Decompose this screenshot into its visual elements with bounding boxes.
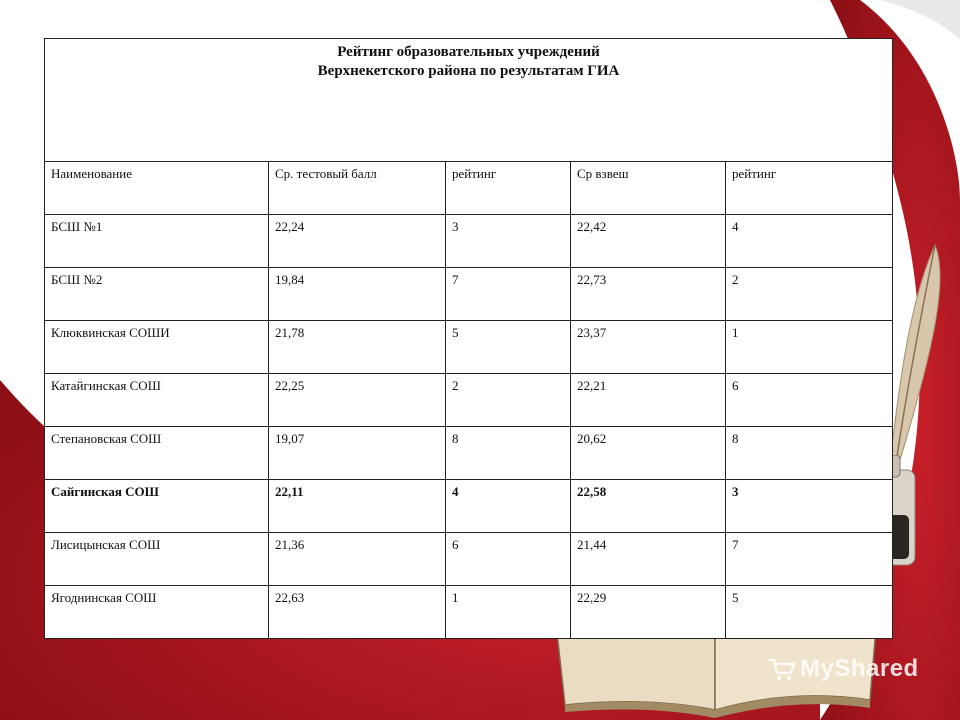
cell-weighted-avg: 22,42 [571, 215, 726, 268]
table-row [45, 374, 893, 427]
cell-rating-weighted: 3 [726, 480, 893, 533]
cell-rating: 3 [446, 215, 571, 268]
cell-name: Ягоднинская СОШ [45, 586, 269, 639]
cell-rating-weighted: 6 [726, 374, 893, 427]
cell-rating-weighted: 1 [726, 321, 893, 374]
cell-avg-score: 22,24 [269, 215, 446, 268]
header-rating: рейтинг [446, 162, 571, 215]
cell-rating: 2 [446, 374, 571, 427]
table-row-highlighted [45, 480, 893, 533]
cell-rating: 4 [446, 480, 571, 533]
header-rating-weighted: рейтинг [726, 162, 893, 215]
cell-rating: 5 [446, 321, 571, 374]
watermark-text: MyShared [800, 655, 919, 682]
cell-rating: 1 [446, 586, 571, 639]
cell-name: БСШ №1 [45, 215, 269, 268]
table-row [45, 268, 893, 321]
cell-rating-weighted: 5 [726, 586, 893, 639]
table-title [45, 39, 893, 162]
cell-avg-score: 22,25 [269, 374, 446, 427]
header-avg-score: Ср. тестовый балл [269, 162, 446, 215]
cell-weighted-avg: 22,73 [571, 268, 726, 321]
cell-name: Степановская СОШ [45, 427, 269, 480]
table-title-line2: Верхнекетского района по результатам ГИА [317, 63, 620, 79]
cell-name: Сайгинская СОШ [45, 480, 269, 533]
cell-rating: 7 [446, 268, 571, 321]
rating-table [44, 38, 893, 639]
cell-rating-weighted: 8 [726, 427, 893, 480]
cell-name: Лисицынская СОШ [45, 533, 269, 586]
cell-weighted-avg: 22,29 [571, 586, 726, 639]
cell-rating-weighted: 2 [726, 268, 893, 321]
cell-rating-weighted: 4 [726, 215, 893, 268]
cell-avg-score: 21,78 [269, 321, 446, 374]
cell-weighted-avg: 22,58 [571, 480, 726, 533]
header-name: Наименование [45, 162, 269, 215]
cell-avg-score: 22,63 [269, 586, 446, 639]
table-row [45, 321, 893, 374]
table-header-row [45, 162, 893, 215]
cell-avg-score: 19,07 [269, 427, 446, 480]
cart-logo-icon [766, 656, 796, 682]
cell-rating: 6 [446, 533, 571, 586]
table-title-row [45, 39, 893, 162]
cell-name: БСШ №2 [45, 268, 269, 321]
cell-name: Клюквинская СОШИ [45, 321, 269, 374]
cell-weighted-avg: 20,62 [571, 427, 726, 480]
table-row [45, 427, 893, 480]
cell-rating-weighted: 7 [726, 533, 893, 586]
cell-weighted-avg: 21,44 [571, 533, 726, 586]
cell-weighted-avg: 22,21 [571, 374, 726, 427]
table-row [45, 586, 893, 639]
header-weighted-avg: Ср взвеш [571, 162, 726, 215]
cell-name: Катайгинская СОШ [45, 374, 269, 427]
cell-rating: 8 [446, 427, 571, 480]
cell-avg-score: 22,11 [269, 480, 446, 533]
cell-avg-score: 21,36 [269, 533, 446, 586]
cell-weighted-avg: 23,37 [571, 321, 726, 374]
table-row [45, 215, 893, 268]
table-row [45, 533, 893, 586]
table-title-line1: Рейтинг образовательных учреждений [337, 44, 600, 60]
cell-avg-score: 19,84 [269, 268, 446, 321]
